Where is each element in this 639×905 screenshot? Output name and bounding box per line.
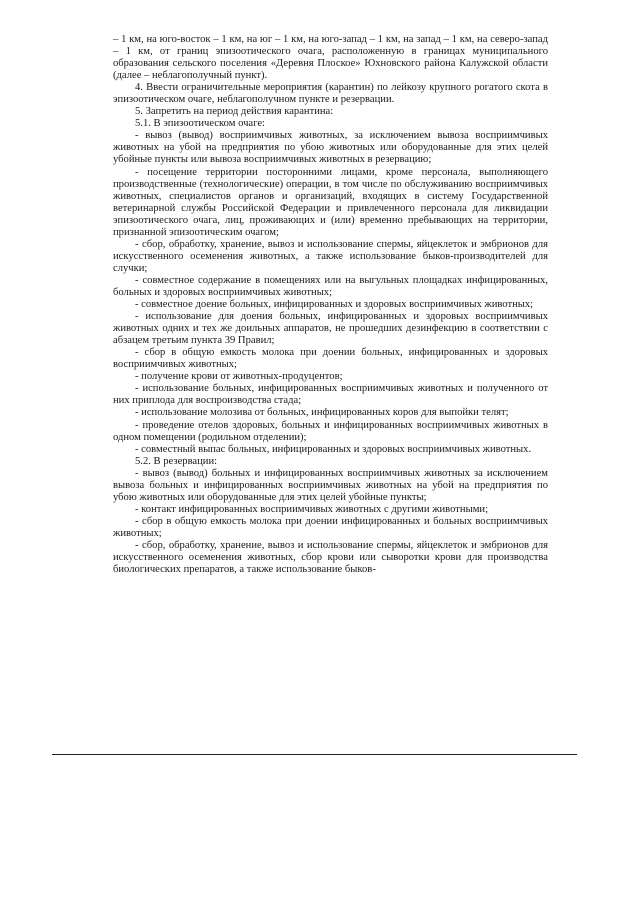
list-item: - совместное содержание в помещениях или на выгульных площадках инфицированных, больных и здоровых восприимчивых животных; <box>113 274 548 298</box>
document-page <box>113 34 548 576</box>
list-item: - совместный выпас больных, инфицированных и здоровых восприимчивых животных. <box>135 443 532 455</box>
paragraph-boundary-description: – 1 км, на юго-восток – 1 км, на юг – 1 км, на юго-запад – 1 км, на запад – 1 км, на северо-запад – 1 км, от границ эпизоотического очага, расположенную в границах муниципального образования сельского поселения «Деревня Плоское» Юхновского района Калужской области (далее – неблагополучный пункт). <box>113 34 548 82</box>
list-item: - использование больных, инфицированных восприимчивых животных и полученного от них приплода для воспроизводства стада; <box>113 383 548 407</box>
list-item: - контакт инфицированных восприимчивых животных с другими животными; <box>135 503 489 515</box>
paragraph-item-5-2-heading: 5.2. В резервации: <box>135 455 218 467</box>
list-item: - посещение территории посторонними лицами, кроме персонала, выполняющего производственные (технологические) операции, в том числе по обслуживанию восприимчивых животных, специалистов органов и организаций, входящих в систему Государственной ветеринарной службы Российской Федерации и привлеченного персонала для ликвидации эпизоотического очага, лиц, проживающих и (или) временно пребывающих на территории, признанной эпизоотическим очагом; <box>113 166 548 238</box>
paragraph-item-5-1-heading: 5.1. В эпизоотическом очаге: <box>135 118 265 130</box>
list-item: - вывоз (вывод) больных и инфицированных восприимчивых животных за исключением вывоза больных и инфицированных восприимчивых животных на убой на предприятия по убою животных или оборудованные для этих целей убойные пункты; <box>113 467 548 503</box>
list-item: - совместное доение больных, инфицированных и здоровых восприимчивых животных; <box>135 299 534 311</box>
list-item: - сбор, обработку, хранение, вывоз и использование спермы, яйцеклеток и эмбрионов для искусственного осеменения животных, а также использование быков-производителей для случки; <box>113 238 548 274</box>
list-item: - получение крови от животных-продуцентов; <box>135 371 343 383</box>
paragraph-item-5-prohibit: 5. Запретить на период действия карантина: <box>135 106 334 118</box>
footer-divider <box>52 754 577 755</box>
list-item: - сбор, обработку, хранение, вывоз и использование спермы, яйцеклеток и эмбрионов для искусственного осеменения животных, сбор крови или сыворотки крови для производства биологических препаратов, а также использование быков- <box>113 539 548 576</box>
paragraph-item-4-quarantine: 4. Ввести ограничительные мероприятия (карантин) по лейкозу крупного рогатого скота в эпизоотическом очаге, неблагополучном пункте и резервации. <box>113 82 548 106</box>
list-item: - использование для доения больных, инфицированных и здоровых восприимчивых животных одних и тех же доильных аппаратов, не прошедших дезинфекцию в соответствии с абзацем третьим пункта 39 Правил; <box>113 311 548 347</box>
list-item: - использование молозива от больных, инфицированных коров для выпойки телят; <box>135 407 509 419</box>
list-item: - сбор в общую емкость молока при доении инфицированных и больных восприимчивых животных; <box>113 515 548 539</box>
list-item: - сбор в общую емкость молока при доении больных, инфицированных и здоровых восприимчивых животных; <box>113 347 548 371</box>
list-item: - проведение отелов здоровых, больных и инфицированных восприимчивых животных в одном помещении (родильном отделении); <box>113 419 548 443</box>
list-item: - вывоз (вывод) восприимчивых животных, за исключением вывоза восприимчивых животных на убой на предприятия по убою животных или оборудованные для этих целей убойные пункты или вывоза восприимчивых животных в резервацию; <box>113 130 548 166</box>
